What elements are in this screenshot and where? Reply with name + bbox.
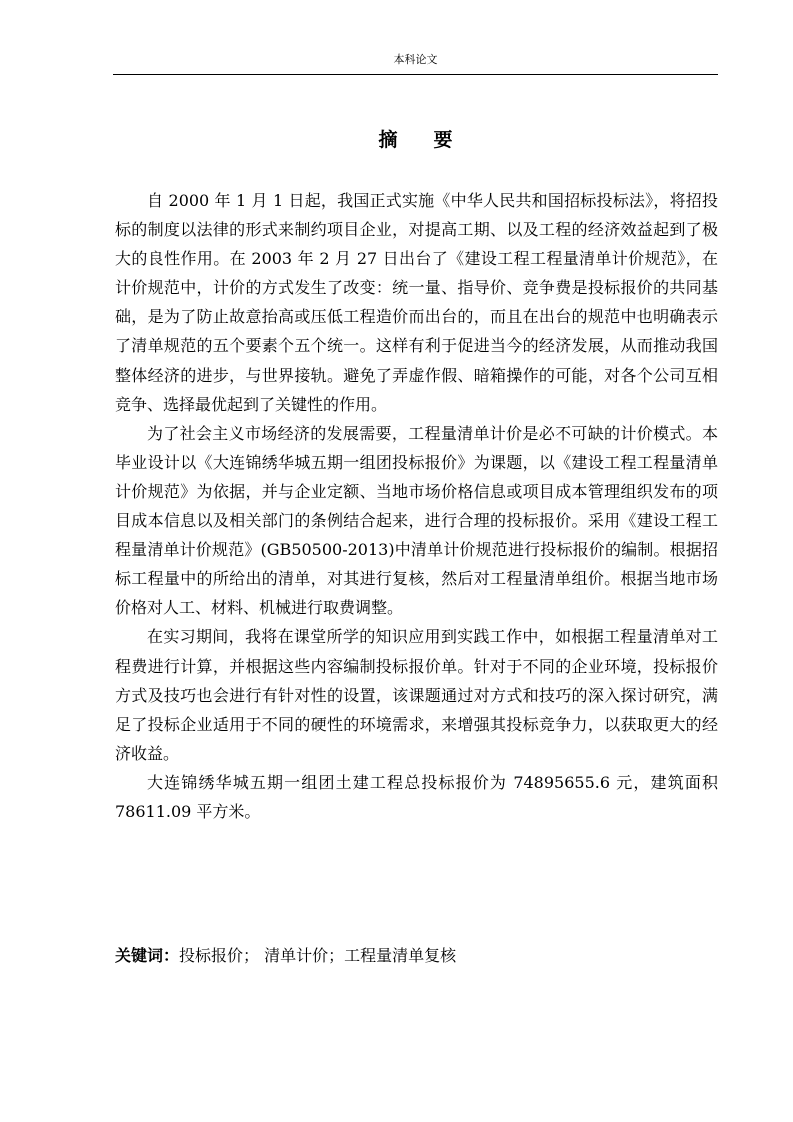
header-divider (113, 74, 718, 75)
keywords-line (115, 941, 718, 970)
abstract-paragraph-1: 自 2000 年 1 月 1 日起，我国正式实施《中华人民共和国招标投标法》，将招投标的制度以法律的形式来制约项目企业，对提高工期、以及工程的经济效益起到了极大的良性作用。在 2003 年 2 月 27 日出台了《建设工程工程量清单计价规范》，在计价规范中，计价的方式发生了改变：统一量、指导价、竞争费是投标报价的共同基础，是为了防止故意抬高或压低工程造价而出台的，而且在出台的规范中也明确表示了清单规范的五个要素个五个统一。这样有利于促进当今的经济发展，从而推动我国整体经济的进步，与世界接轨。避免了弄虚作假、暗箱操作的可能，对各个公司互相竞争、选择最优起到了关键性的作用。 (115, 191, 718, 414)
abstract-paragraph-4: 大连锦绣华城五期一组团土建工程总投标报价为 74895655.6 元，建筑面积 78611.09 平方米。 (115, 772, 718, 821)
abstract-paragraph-3: 在实习期间，我将在课堂所学的知识应用到实践工作中，如根据工程量清单对工程费进行计算，并根据这些内容编制投标报价单。针对于不同的企业环境，投标报价方式及技巧也会进行有针对性的设置，该课题通过对方式和技巧的深入探讨研究，满足了投标企业适用于不同的硬性的环境需求，来增强其投标竞争力，以获取更大的经济收益。 (115, 627, 718, 763)
abstract-title: 摘要 (378, 129, 489, 151)
keywords-label: 关键词： (115, 946, 180, 965)
running-header: 本科论文 (393, 53, 438, 66)
abstract-body (115, 186, 718, 826)
keywords-text: 投标报价； 清单计价；工程量清单复核 (179, 946, 457, 965)
abstract-paragraph-2: 为了社会主义市场经济的发展需要，工程量清单计价是必不可缺的计价模式。本毕业设计以《大连锦绣华城五期一组团投标报价》为课题，以《建设工程工程量清单计价规范》为依据，并与企业定额、当地市场价格信息或项目成本管理组织发布的项目成本信息以及相关部门的条例结合起来，进行合理的投标报价。采用《建设工程工程量清单计价规范》(GB50500-2013)中清单计价规范进行投标报价的编制。根据招标工程量中的所给出的清单，对其进行复核，然后对工程量清单组价。根据当地市场价格对人工、材料、机械进行取费调整。 (115, 423, 718, 618)
